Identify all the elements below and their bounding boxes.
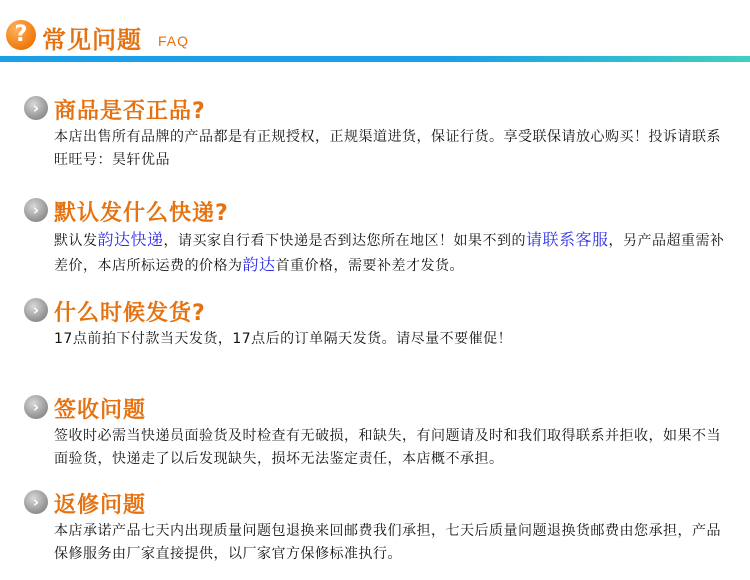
- section-title: 商品是否正品?: [54, 99, 206, 124]
- section-body: 17点前拍下付款当天发货，17点后的订单隔天发货。请尽量不要催促！: [54, 331, 513, 347]
- section-title: 默认发什么快递?: [54, 201, 229, 226]
- chevron-right-icon: ›: [24, 198, 48, 222]
- section-title: 签收问题: [54, 398, 147, 423]
- section-title: 返修问题: [54, 493, 147, 518]
- courier-name-highlight: 韵达: [242, 255, 276, 274]
- contact-service-highlight: 请联系客服: [526, 230, 609, 249]
- faq-section-delivery-signoff: [24, 393, 734, 471]
- section-body: 本店出售所有品牌的产品都是有正规授权，正规渠道进货，保证行货。享受联保请放心购买！投诉请联系旺旺号：昊轩优品: [54, 129, 721, 168]
- section-body: 本店承诺产品七天内出现质量问题包退换来回邮费我们承担，七天后质量问题退换货邮费由您承担，产品保修服务由厂家直接提供，以厂家官方保修标准执行。: [54, 523, 721, 562]
- body-text: ，请买家自行看下快递是否到达您所在地区！如果不到的: [163, 233, 527, 249]
- body-text: 默认发: [54, 233, 98, 249]
- chevron-right-icon: ›: [24, 96, 48, 120]
- page-subtitle: FAQ: [158, 33, 190, 49]
- body-text: 首重价格，需要补差才发货。: [275, 258, 465, 274]
- chevron-right-icon: ›: [24, 395, 48, 419]
- section-body: 签收时必需当快递员面验货及时检查有无破损，和缺失，有问题请及时和我们取得联系并拒收，如果不当面验货，快递走了以后发现缺失，损坏无法鉴定责任，本店概不承担。: [54, 428, 721, 467]
- section-header: [24, 94, 734, 126]
- section-header: [24, 488, 734, 520]
- question-badge-icon: ?: [6, 20, 36, 50]
- section-header: [24, 296, 734, 328]
- faq-section-authenticity: [24, 94, 734, 172]
- chevron-right-icon: ›: [24, 490, 48, 514]
- courier-name-highlight: 韵达快递: [97, 230, 164, 249]
- header-divider: [0, 56, 750, 62]
- faq-header: [0, 0, 750, 64]
- section-header: [24, 196, 734, 228]
- body-text: ，另产品超重需补差价，本店所标运费的价格为: [54, 233, 725, 274]
- section-header: [24, 393, 734, 425]
- page-title: 常见问题: [42, 26, 142, 54]
- chevron-right-icon: ›: [24, 298, 48, 322]
- faq-section-courier: [24, 196, 734, 278]
- faq-section-shipping-time: [24, 296, 734, 351]
- faq-section-repair: [24, 488, 734, 566]
- section-title: 什么时候发货?: [54, 301, 206, 326]
- section-body: [54, 228, 734, 278]
